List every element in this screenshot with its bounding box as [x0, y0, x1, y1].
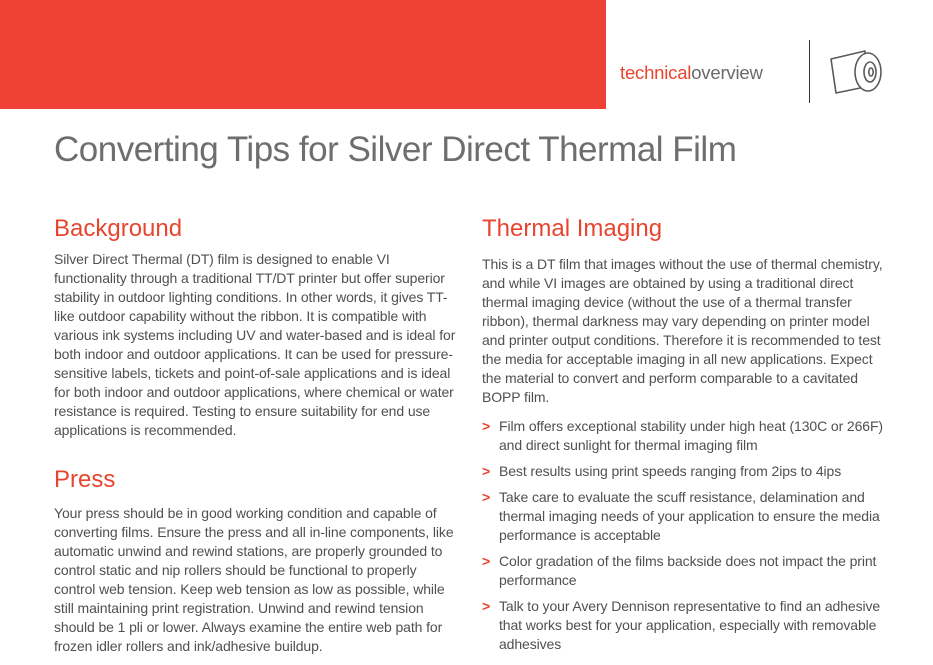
header-red-block	[0, 0, 606, 109]
list-item	[482, 417, 892, 455]
list-item	[482, 488, 892, 545]
chevron-right-icon: >	[482, 489, 491, 505]
header-divider	[809, 40, 810, 103]
header-label-accent: technical	[620, 62, 692, 83]
thermal-bullet-list	[482, 417, 892, 661]
background-heading: Background	[54, 215, 183, 242]
thermal-heading: Thermal Imaging	[482, 215, 663, 242]
chevron-right-icon: >	[482, 553, 491, 569]
chevron-right-icon: >	[482, 418, 491, 434]
list-item	[482, 552, 892, 590]
background-body: Silver Direct Thermal (DT) film is designed to enable VI functionality through a traditional TT/DT printer but offer superior stability in outdoor lighting conditions. In other words, it gives TT-like outdoor capability without the ribbon. It is compatible with various ink systems including UV and water-based and is ideal for both indoor and outdoor applications. It can be used for pressure-sensitive labels, tickets and point-of-sale applications and is ideal for both indoor and outdoor applications, where chemical or water resistance is required. Testing to ensure suitability for end use applications is recommended.	[54, 251, 456, 438]
list-item	[482, 597, 892, 654]
bullet-text: Film offers exceptional stability under high heat (130C or 266F) and direct sunlight for thermal imaging film	[499, 418, 883, 453]
chevron-right-icon: >	[482, 598, 491, 614]
press-heading: Press	[54, 466, 116, 493]
thermal-body: This is a DT film that images without the use of thermal chemistry, and while VI images are obtained by using a traditional direct thermal imaging device (without the use of a thermal transfer ribbon), thermal darkness may vary depending on printer model and printer output conditions. Therefore it is recommended to test the media for acceptable imaging in all new applications. Expect the material to convert and perform comparable to a cavitated BOPP film.	[482, 256, 883, 405]
bullet-text: Talk to your Avery Dennison representative to find an adhesive that works best for your application, especially with removable adhesives	[499, 598, 881, 652]
bullet-text: Color gradation of the films backside does not impact the print performance	[499, 553, 877, 588]
list-item	[482, 462, 892, 481]
tape-roll-icon	[828, 48, 886, 94]
press-body: Your press should be in good working condition and capable of converting films. Ensure the press and all in-line components, like automatic unwind and rewind stations, are properly grounded to control static and nip rollers should be functional to properly control web tension. Keep web tension as low as possible, while still maintaining print registration. Unwind and rewind tension should be 1 pli or lower. Always examine the entire web path for frozen idler rollers and ink/adhesive buildup.	[54, 505, 454, 654]
bullet-text: Best results using print speeds ranging from 2ips to 4ips	[499, 463, 842, 479]
chevron-right-icon: >	[482, 463, 491, 479]
header-label-rest: overview	[691, 62, 763, 83]
bullet-text: Take care to evaluate the scuff resistance, delamination and thermal imaging needs of your application to ensure the media performance is acceptable	[499, 489, 880, 543]
page-title: Converting Tips for Silver Direct Thermal Film	[54, 130, 737, 169]
header-label	[620, 62, 763, 84]
